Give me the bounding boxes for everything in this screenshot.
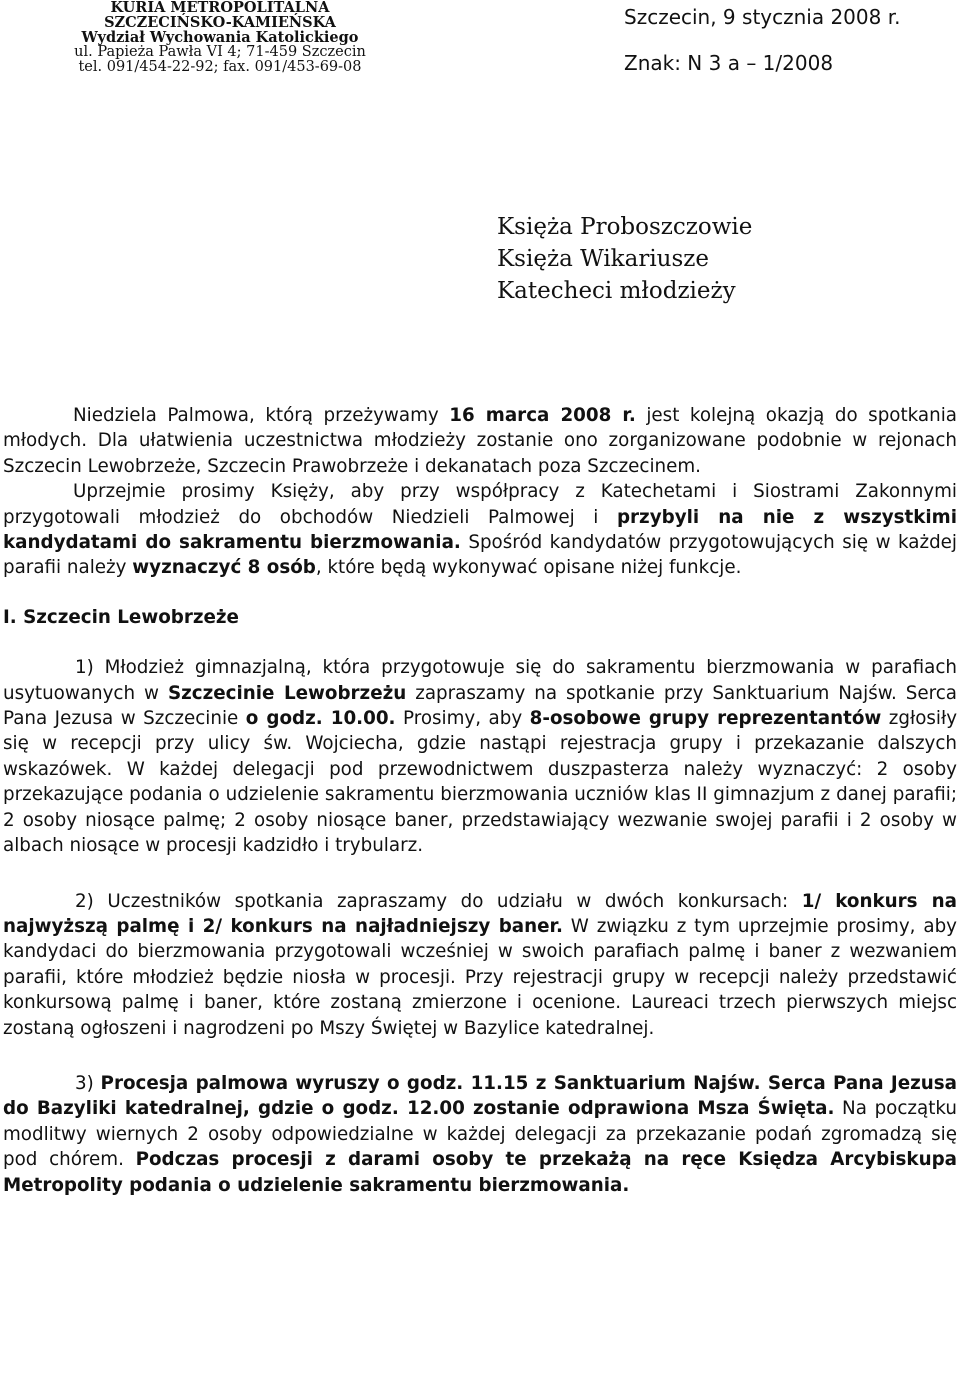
addressee-2: Księża Wikariusze bbox=[497, 246, 710, 272]
letterhead bbox=[0, 0, 440, 75]
addressees bbox=[497, 211, 752, 307]
letterhead-line-3: Wydział Wychowania Katolickiego bbox=[81, 29, 359, 46]
emphasis: 1/ konkurs na najwyższą palmę i 2/ konkurs na najładniejszy baner. bbox=[3, 890, 958, 937]
paragraph-item-3 bbox=[3, 1071, 957, 1198]
letterhead-phone: tel. 091/454-22-92; fax. 091/453-69-08 bbox=[78, 59, 362, 75]
event-date: 16 marca 2008 r. bbox=[449, 405, 636, 426]
paragraph-intro bbox=[3, 403, 957, 479]
emphasis: przybyli na nie z wszystkimi kandydatami do sakramentu bierzmowania. bbox=[3, 506, 957, 554]
letterhead-line-1: KURIA METROPOLITALNA bbox=[110, 0, 330, 16]
text: zgłosiły się w recepcji przy ulicy św. Wojciecha, gdzie nastąpi rejestracja grupy i przekazanie dalszych wskazówek. W każdej delegacji pod przewodnictwem duszpasterza należy wyznaczyć: 2 osoby przekazujące podania o udzielenie sakramentu bierzmowania uczniów klas II gimnazjum z danej parafii; 2 osoby niosące palmę; 2 osoby niosące baner, przedstawiający wezwanie swojej parafii i 2 osoby w albach niosące w procesji kadzidło i trybularz. bbox=[3, 708, 958, 857]
emphasis: Podczas procesji z darami osoby te przekażą na ręce Księdza Arcybiskupa Metropolity podania o udzielenie sakramentu bierzmowania. bbox=[3, 1149, 957, 1196]
paragraph-request bbox=[3, 479, 957, 581]
paragraph-item-2 bbox=[3, 889, 957, 1041]
emphasis: 8-osobowe grupy reprezentantów bbox=[529, 708, 882, 730]
paragraph-item-1 bbox=[3, 655, 957, 858]
letterhead-line-2: SZCZECIŃSKO-KAMIEŃSKA bbox=[104, 14, 336, 31]
text: Uprzejmie prosimy Księży, aby przy współpracy z Katechetami i Siostrami Zakonnymi przygotowali młodzież do obchodów Niedzieli Palmowej i bbox=[3, 481, 957, 528]
text: 1) Młodzież gimnazjalną, która przygotowuje się do sakramentu bierzmowania w parafiach usytuowanych w bbox=[3, 657, 957, 704]
text: jest kolejną okazją do spotkania młodych. Dla ułatwienia uczestnictwa młodzieży zostanie ono zorganizowane podobnie w rejonach Szczecin Lewobrzeże, Szczecin Prawobrzeże i dekanatach poza Szczecinem. bbox=[3, 405, 957, 477]
section-title: I. Szczecin Lewobrzeże bbox=[3, 606, 239, 628]
reference-number: Znak: N 3 a – 1/2008 bbox=[624, 51, 834, 75]
emphasis: Szczecinie Lewobrzeżu bbox=[167, 682, 407, 704]
text: Spośród kandydatów przygotowujących się w każdej parafii należy bbox=[3, 532, 958, 579]
emphasis: o godz. 10.00. bbox=[245, 708, 396, 730]
text: Prosimy, aby bbox=[395, 708, 530, 730]
text: 3) bbox=[75, 1072, 101, 1094]
text: Na początku modlitwy wiernych 2 osoby odpowiedzialne w każdej delegacji za przekazanie podań zgromadzą się pod chórem. bbox=[3, 1098, 957, 1171]
text: , które będą wykonywać opisane niżej funkcje. bbox=[315, 557, 742, 579]
text: Niedziela Palmowa, którą przeżywamy bbox=[73, 405, 450, 426]
emphasis: Procesja palmowa wyruszy o godz. 11.15 z Sanktuarium Najśw. Serca Pana Jezusa do Bazyliki katedralnej, gdzie o godz. 12.00 zostanie odprawiona Msza Święta. bbox=[3, 1072, 957, 1120]
letter-body bbox=[3, 403, 957, 1198]
text: W związku z tym uprzejmie prosimy, aby kandydaci do bierzmowania przygotowali wcześniej w swoich parafiach palmę i baner z wezwaniem parafii, które młodzież będzie niosła w procesji. Przy rejestracji grupy w recepcji należy przedstawić konkursową palmę i baner, które zostaną zmierzone i ocenione. Laureaci trzech pierwszych miejsc zostaną ogłoszeni i nagrodzeni po Mszy Świętej w Bazylice katedralnej. bbox=[3, 915, 957, 1039]
text: zapraszamy na spotkanie przy Sanktuarium Najśw. Serca Pana Jezusa w Szczecinie bbox=[3, 682, 958, 730]
letterhead-address: ul. Papieża Pawła VI 4; 71-459 Szczecin bbox=[74, 44, 366, 60]
date-line: Szczecin, 9 stycznia 2008 r. bbox=[624, 5, 901, 29]
addressee-3: Katecheci młodzieży bbox=[497, 278, 736, 304]
addressee-1: Księża Proboszczowie bbox=[497, 214, 753, 240]
emphasis: wyznaczyć 8 osób bbox=[132, 557, 316, 579]
text: 2) Uczestników spotkania zapraszamy do udziału w dwóch konkursach: bbox=[75, 890, 802, 912]
